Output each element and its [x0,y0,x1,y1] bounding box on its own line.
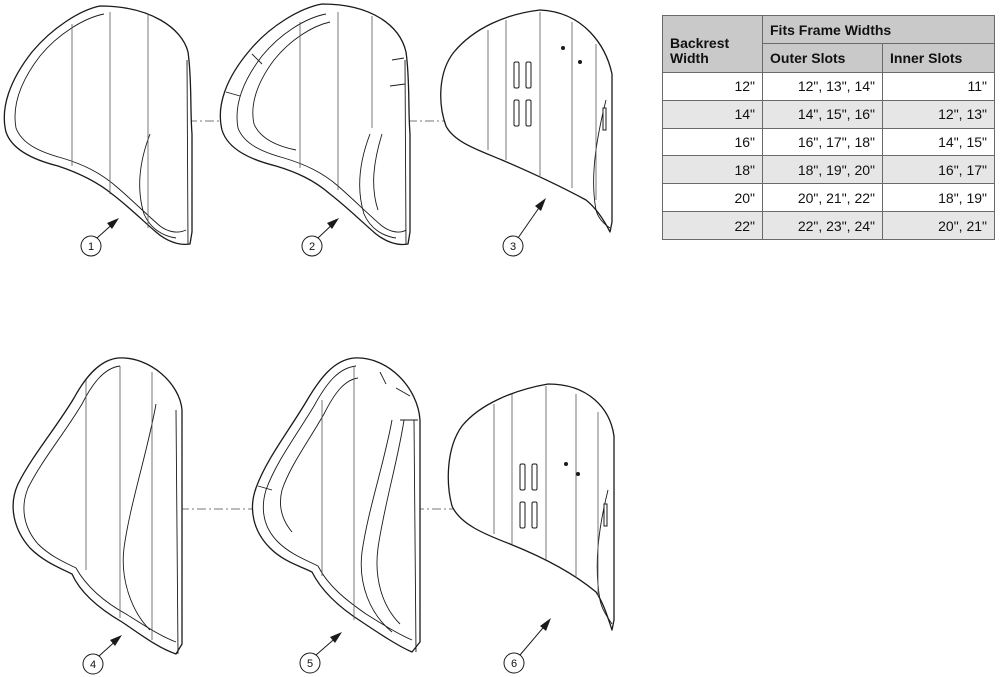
backrest-5-padded-shell [252,358,420,652]
callout-number-1: 1 [87,241,95,253]
cell-outer-slots: 16", 17", 18" [763,128,883,156]
frame-width-table [662,15,995,240]
callout-4 [83,635,122,674]
table-row [663,184,995,212]
cell-backrest-width: 16" [663,128,763,156]
cell-outer-slots: 18", 19", 20" [763,156,883,184]
cell-outer-slots: 12", 13", 14" [763,73,883,101]
cell-backrest-width: 14" [663,100,763,128]
cell-outer-slots: 20", 21", 22" [763,184,883,212]
callout-6 [504,618,551,673]
cell-backrest-width: 22" [663,212,763,240]
callout-number-6: 6 [510,658,518,670]
backrest-3-rear-view [441,10,612,232]
callout-2 [302,218,339,256]
cell-outer-slots: 22", 23", 24" [763,212,883,240]
backrest-1-plain-shell [4,6,192,244]
cell-inner-slots: 20", 21" [883,212,995,240]
table-row [663,128,995,156]
cell-inner-slots: 14", 15" [883,128,995,156]
table-row [663,212,995,240]
callout-1 [81,218,119,256]
header-inner-slots: Inner Slots [883,44,995,73]
callout-number-5: 5 [306,658,314,670]
callout-5 [300,632,342,673]
table-row [663,100,995,128]
cell-backrest-width: 12" [663,73,763,101]
cell-backrest-width: 18" [663,156,763,184]
backrest-2-padded-shell [220,4,410,245]
callout-3 [503,198,546,256]
cell-inner-slots: 16", 17" [883,156,995,184]
callout-number-2: 2 [308,241,316,253]
callout-number-3: 3 [509,241,517,253]
backrest-6-rear-view [448,384,614,630]
cell-inner-slots: 12", 13" [883,100,995,128]
table-row [663,73,995,101]
cell-inner-slots: 11" [883,73,995,101]
callout-number-4: 4 [89,659,97,671]
header-outer-slots: Outer Slots [763,44,883,73]
backrest-4-plain-shell [13,358,182,654]
cell-outer-slots: 14", 15", 16" [763,100,883,128]
header-fits-frame-widths: Fits Frame Widths [763,16,995,44]
cell-inner-slots: 18", 19" [883,184,995,212]
header-backrest-width: Backrest Width [663,16,763,73]
cell-backrest-width: 20" [663,184,763,212]
table-row [663,156,995,184]
